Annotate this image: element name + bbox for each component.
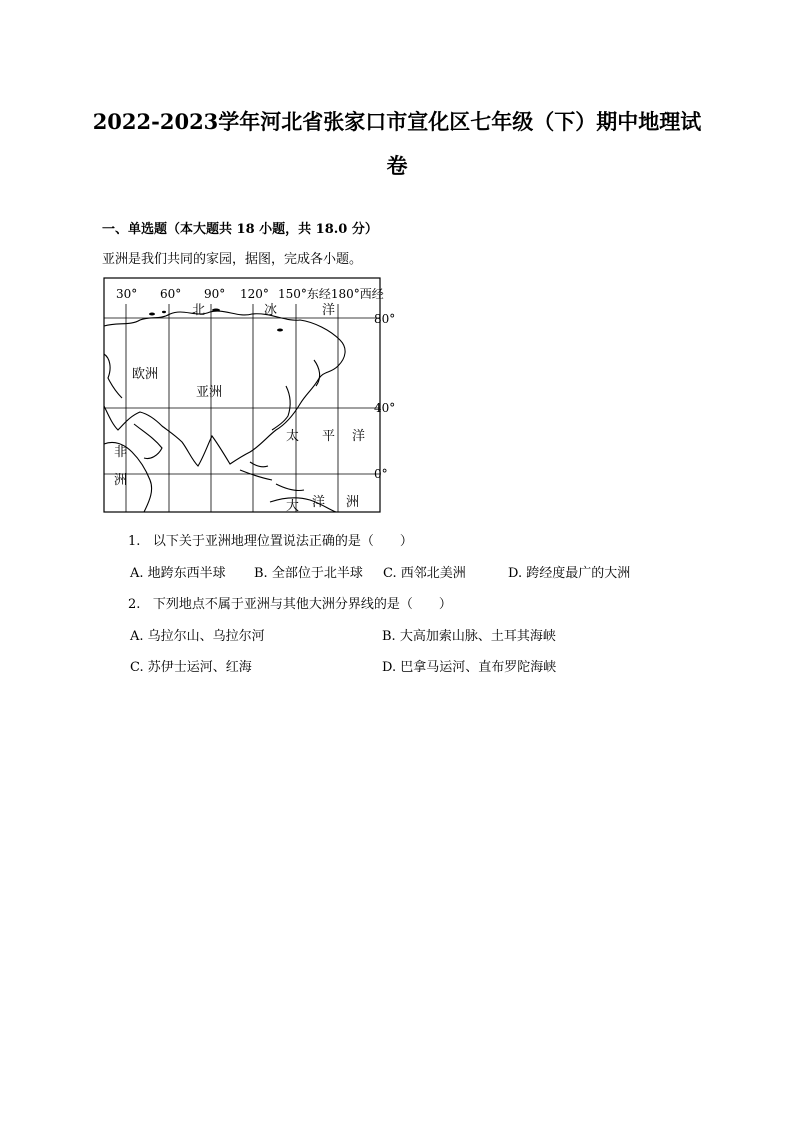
lon-label-90: 90° <box>204 287 226 301</box>
q2-option-b[interactable]: B. 大高加索山脉、土耳其海峡 <box>382 629 556 644</box>
lat-label-80: 80° <box>374 312 396 326</box>
label-yang-bottom: 洋 <box>312 495 326 510</box>
lon-label-120: 120° <box>240 287 269 301</box>
island <box>149 313 155 316</box>
label-zhou: 洲 <box>114 473 128 488</box>
question-text: 下列地点不属于亚洲与其他大洲分界线的是（ ） <box>152 597 452 612</box>
lat-label-0: 0° <box>374 467 388 481</box>
section-header: 一、单选题（本大题共 18 小题，共 18.0 分） <box>102 222 378 237</box>
label-fei: 非 <box>114 445 128 460</box>
q2-option-c[interactable]: C. 苏伊士运河、红海 <box>130 660 252 675</box>
question-intro: 亚洲是我们共同的家园，据图，完成各小题。 <box>102 252 363 267</box>
map-frame <box>104 278 380 512</box>
question-number: 2. <box>128 597 141 612</box>
label-europe: 欧洲 <box>132 367 159 382</box>
title-line-1: 2022-2023学年河北省张家口市宣化区七年级（下）期中地理试 <box>92 109 702 134</box>
island <box>277 329 283 332</box>
lon-label-30: 30° <box>116 287 138 301</box>
lon-label-150-180: 150°东经180°西经 <box>278 287 384 301</box>
page-title <box>60 100 734 188</box>
label-tai: 太 <box>286 429 300 444</box>
label-ping: 平 <box>322 429 336 444</box>
q1-option-d[interactable]: D. 跨经度最广的大洲 <box>508 566 631 581</box>
asia-map <box>100 274 400 514</box>
lat-label-40: 40° <box>374 401 396 415</box>
label-yang-top: 洋 <box>322 303 336 318</box>
label-asia: 亚洲 <box>196 385 223 400</box>
q2-option-a[interactable]: A. 乌拉尔山、乌拉尔河 <box>130 629 265 644</box>
island <box>212 309 220 312</box>
label-bei: 北 <box>192 303 206 318</box>
label-zhou-bottom: 洲 <box>346 495 360 510</box>
label-da: 大 <box>286 499 300 514</box>
label-bing: 冰 <box>264 303 278 318</box>
q1-option-b[interactable]: B. 全部位于北半球 <box>254 566 363 581</box>
lon-label-60: 60° <box>160 287 182 301</box>
title-line-2: 卷 <box>386 153 408 178</box>
question-1 <box>128 530 413 549</box>
island <box>162 311 166 313</box>
label-yang-right: 洋 <box>352 429 366 444</box>
question-2 <box>128 593 452 612</box>
q1-option-c[interactable]: C. 西邻北美洲 <box>383 566 466 581</box>
question-text: 以下关于亚洲地理位置说法正确的是（ ） <box>152 534 413 549</box>
question-number: 1. <box>128 534 141 549</box>
q2-option-d[interactable]: D. 巴拿马运河、直布罗陀海峡 <box>382 660 557 675</box>
q1-option-a[interactable]: A. 地跨东西半球 <box>130 566 226 581</box>
